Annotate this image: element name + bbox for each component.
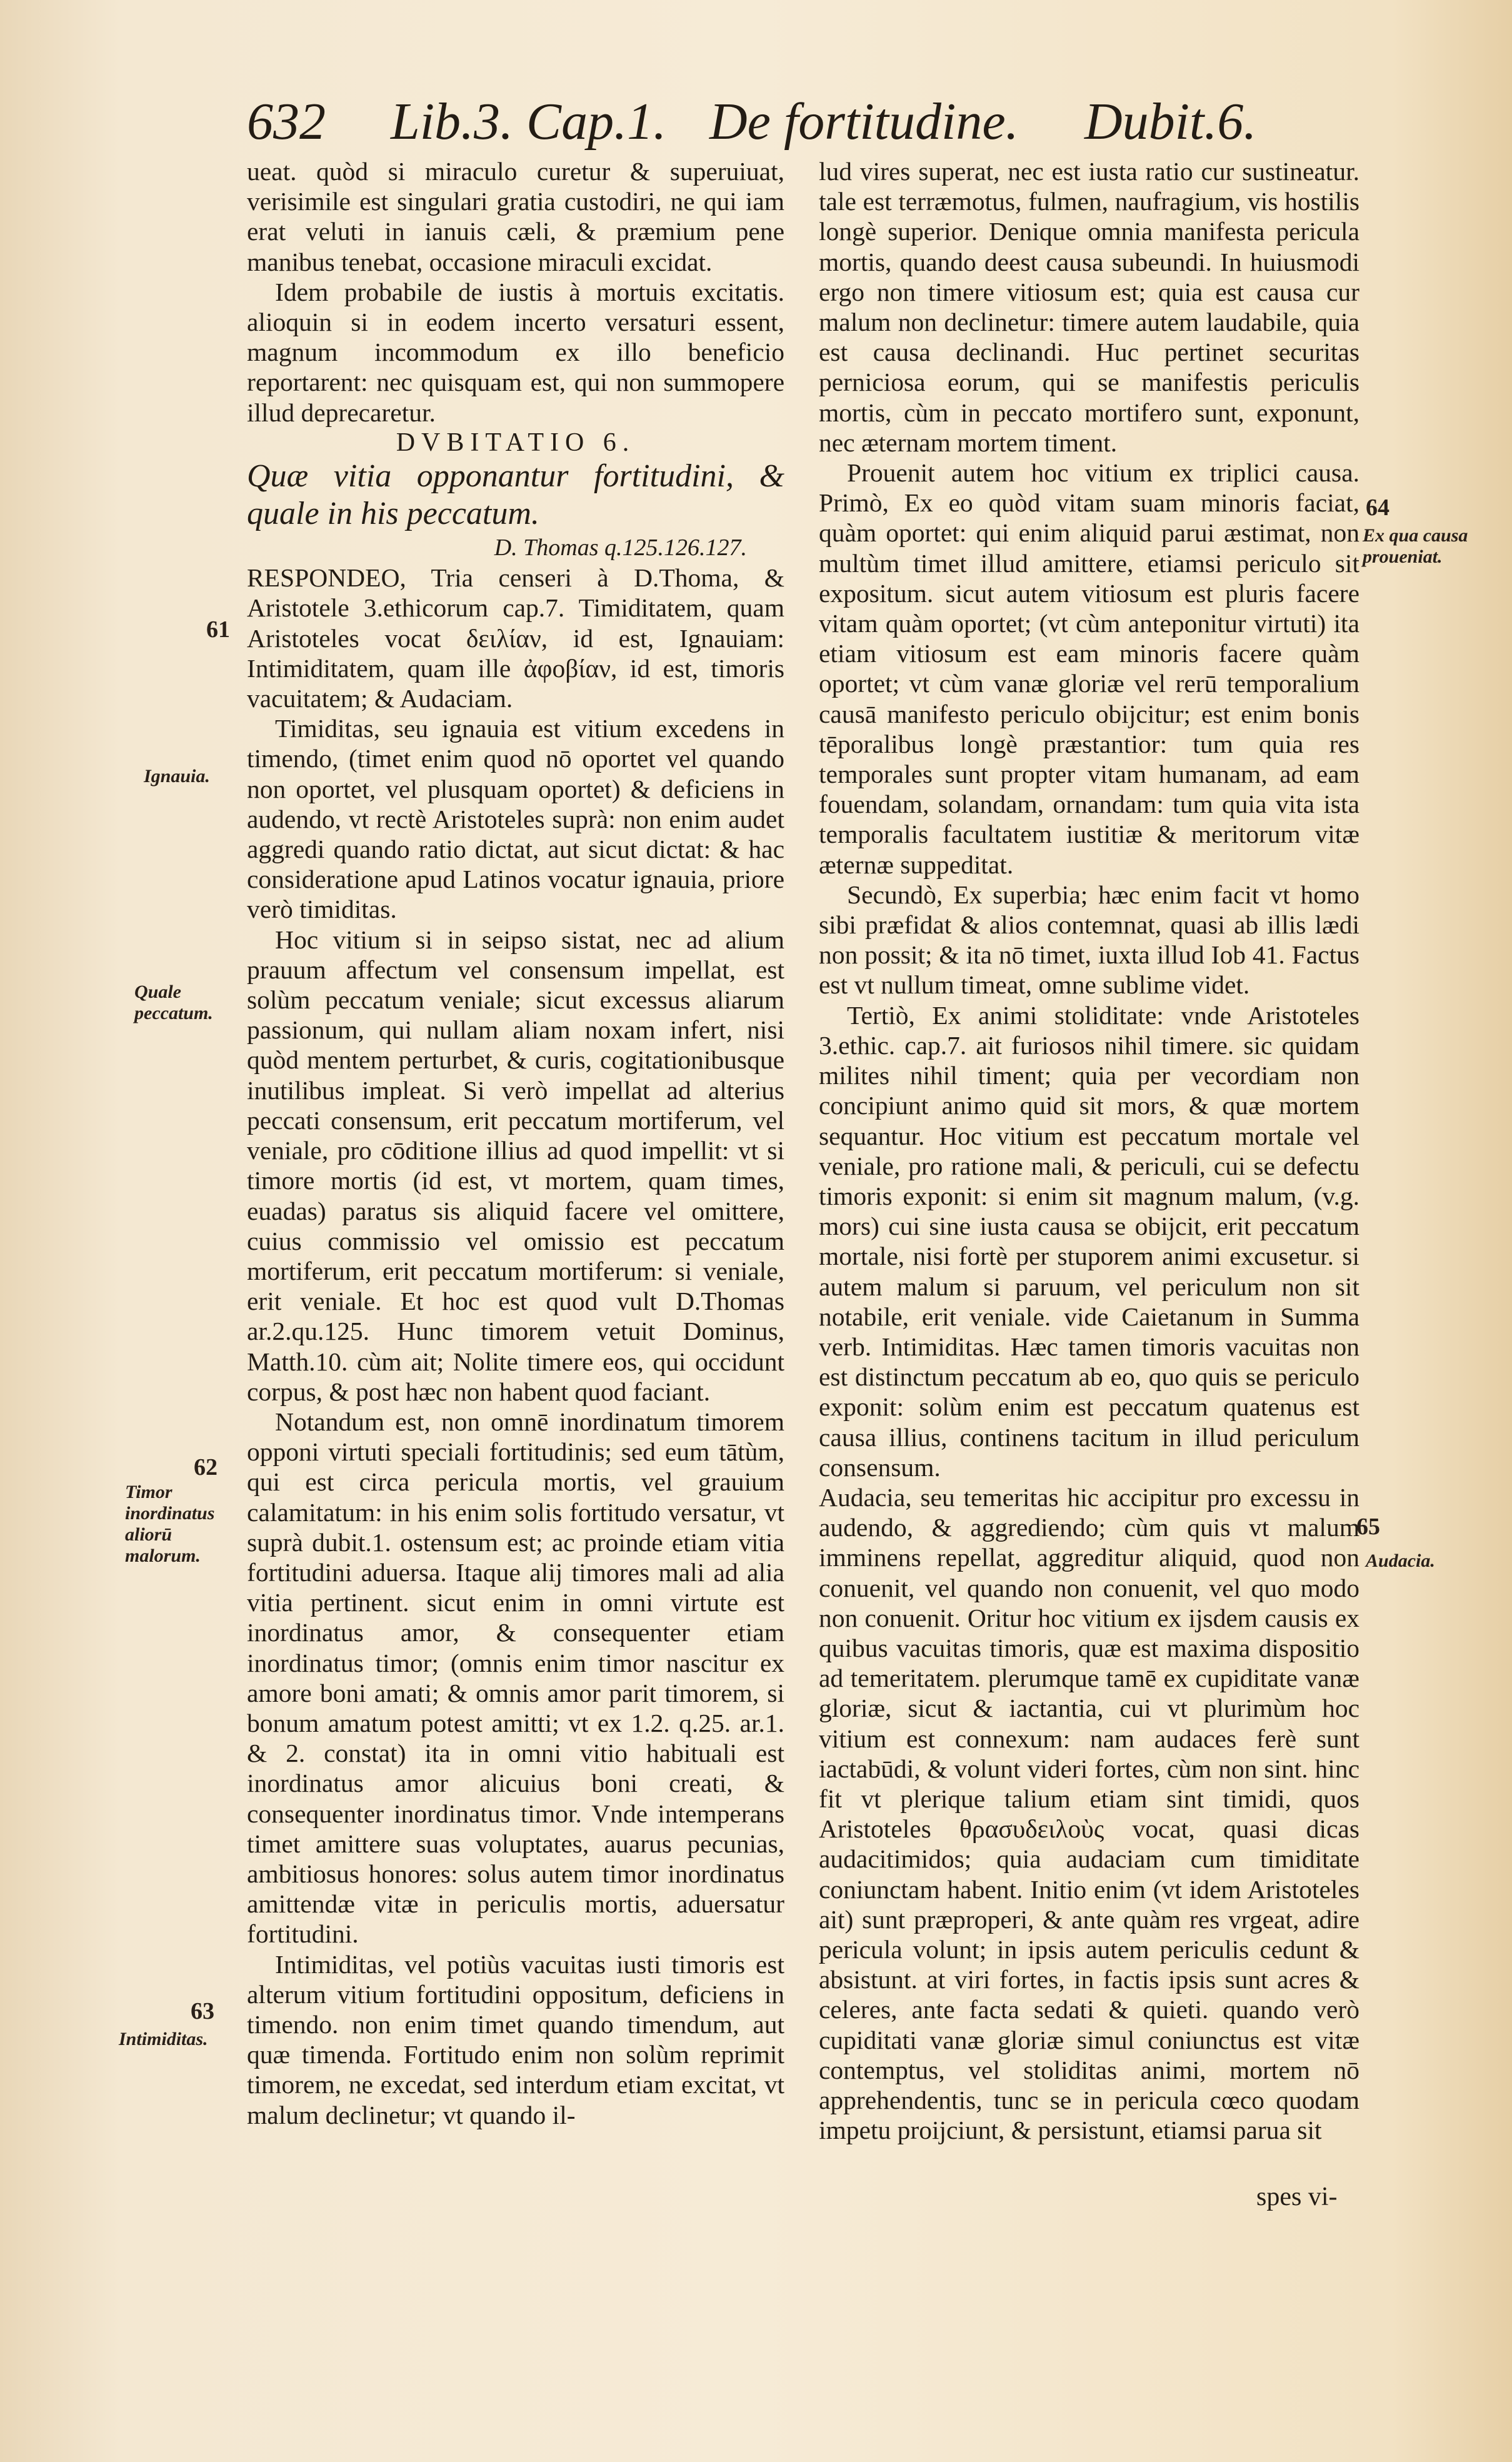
margin-note: Audacia. bbox=[1366, 1550, 1435, 1571]
running-header bbox=[247, 88, 1272, 156]
page-number: 632 bbox=[247, 93, 326, 151]
paragraph: Audacia, seu temeritas hic accipitur pro excessu in audendo, & aggrediendo; cùm quis vt malum imminens repellat, aggreditur aliquid, quod non conuenit, vel quando non conuenit, vel quo modo non conuenit. Oritur hoc vitium ex ijsdem causis ex quibus vacuitas timoris, quæ est maxima dispositio ad temeritatem. plerumque tamē ex cupiditate vanæ gloriæ, sicut & iactantia, cui vt plurimùm hoc vitium est connexum: nam audaces ferè sunt iactabūdi, & volunt videri fortes, cùm non sint. hinc fit vt plerique talium etiam sint timidi, quos Aristoteles θρασυδειλοὺς vocat, quasi dicas audacitimidos; quia audaciam cum timiditate coniunctam habent. Initio enim (vt idem Aristoteles ait) sunt præproperi, & ante quàm res vrgeat, adire pericula volunt; in ipsis autem periculis cedunt & absistunt. at viri fortes, in factis ipsis sunt acres & celeres, ante facta sedati & quieti. quando verò cupiditati vanæ gloriæ simul coniunctus est vitæ contemptus, vel stoliditas animi, mortem nō apprehendentis, tunc se in pericula cœco quodam impetu proijciunt, & persistunt, etiamsi parua sit bbox=[819, 1482, 1359, 2145]
section-title: Quæ vitia opponantur fortitudini, & quale in his peccatum. bbox=[247, 458, 784, 532]
paragraph: Intimiditas, vel potiùs vacuitas iusti timoris est alterum vitium fortitudini oppositum, deficiens in timendo. non enim timet quando timendum, aut quæ timenda. Fortitudo enim non solùm reprimit timorem, ne excedat, sed interdum etiam excitat, vt malum declinetur; vt quando il- bbox=[247, 1949, 784, 2129]
paragraph: ueat. quòd si miraculo curetur & superuiuat, verisimile est singulari gratia custodiri, ne qui iam erat veluti in ianuis cæli, & præmium pene manibus tenebat, occasione miraculi excidat. bbox=[247, 157, 784, 276]
paragraph: Timiditas, seu ignauia est vitium excedens in timendo, (timet enim quod nō oportet vel quando non oportet, vel plusquam oportet) & deficiens in audendo, vt rectè Aristoteles suprà: non enim audet aggredi quando ratio dictat, aut sicut dictat: & hac consideratione apud Latinos vocatur ignauia, priore verò timiditas. bbox=[247, 714, 784, 924]
paragraph: Idem probabile de iustis à mortuis excitatis. alioquin si in eodem incerto versaturi essent, magnum incommodum ex illo beneficio reportarent: nec quisquam est, qui non summopere illud deprecaretur. bbox=[247, 277, 784, 427]
paragraph: RESPONDEO, Tria censeri à D.Thoma, & Aristotele 3.ethicorum cap.7. Timiditatem, quam Aristoteles vocat δειλίαν, id est, Ignauiam: Intimiditatem, quam ille ἀφοβίαν, id est, timoris vacuitatem; & Audaciam. bbox=[247, 563, 784, 713]
margin-note: Ex qua causa proueniat. bbox=[1363, 525, 1468, 567]
header-dubit: Dubit.6. bbox=[1084, 93, 1257, 151]
source-reference: D. Thomas q.125.126.127. bbox=[494, 535, 747, 561]
paragraph: lud vires superat, nec est iusta ratio cur sustineatur. tale est terræmotus, fulmen, naufragium, vis hostilis longè superior. Denique omnia manifesta pericula mortis, quando deest causa subeundi. In huiusmodi ergo non timere vitiosum est; quia est causa cur malum non declinetur: timere autem laudabile, quia est causa declinandi. Huc pertinet securitas perniciosa eorum, qui se manifestis periculis mortis, cùm in peccato mortifero sunt, exponunt, nec æternam mortem timent. bbox=[819, 157, 1359, 457]
paragraph: Secundò, Ex superbia; hæc enim facit vt homo sibi præfidat & alios contemnat, quasi ab illis lædi non possit; & ita nō timet, iuxta illud Iob 41. Factus est vt nullum timeat, omne sublime videt. bbox=[819, 880, 1359, 1000]
left-column bbox=[247, 156, 784, 2130]
margin-number: 63 bbox=[191, 1998, 214, 2024]
margin-number: 62 bbox=[194, 1454, 218, 1480]
margin-note: Ignauia. bbox=[144, 766, 210, 786]
margin-note: Timor inordinatus aliorū malorum. bbox=[125, 1482, 215, 1566]
paragraph: Prouenit autem hoc vitium ex triplici causa. Primò, Ex eo quòd vitam suam minoris faciat, quàm oportet: qui enim aliquid parui æstimat, non multùm timet illud amittere, etiamsi periculo sit expositum. sicut autem vitiosum est pluris facere vitam quàm oportet; (vt cùm anteponitur virtuti) ita etiam vitiosum est eam minoris facere quàm oportet; vt cùm vanæ gloriæ vel rerū temporalium causā manifesto periculo obijcitur; est enim bonis tēporalibus longè præstantior: tum quia res temporales sunt propter vitam humanam, ad eam fouendam, solandam, ornandam: tum quia vita ista temporalis facultatem iustitiæ & meritorum vitæ æternæ suppeditat. bbox=[819, 458, 1359, 879]
margin-number: 61 bbox=[206, 616, 230, 643]
margin-number: 65 bbox=[1356, 1514, 1380, 1540]
section-heading: DVBITATIO 6. bbox=[396, 428, 636, 457]
margin-note: Intimiditas. bbox=[119, 2029, 208, 2049]
header-topic: De fortitudine. bbox=[709, 93, 1019, 151]
paragraph: Hoc vitium si in seipso sistat, nec ad alium prauum affectum vel consensum impellat, est solùm peccatum veniale; sicut excessus aliarum passionum, qui nullam aliam noxam infert, nisi quòd mentem perturbet, & curis, cogitationibusque inutilibus impleat. Si verò impellat ad alterius peccati consensum, erit peccatum mortiferum, vel veniale, pro cōditione illius ad quod impellit: vt si timore mortis (id est, vt mortem, quam times, euadas) paratus sis aliquid facere vel omittere, cuius commissio vel omissio est peccatum mortiferum, erit peccatum mortiferum: si veniale, erit veniale. Et hoc est quod vult D.Thomas ar.2.qu.125. Hunc timorem vetuit Dominus, Matth.10. cùm ait; Nolite timere eos, qui occidunt corpus, & post hæc non habent quod faciant. bbox=[247, 925, 784, 1406]
margin-note: Quale peccatum. bbox=[134, 982, 213, 1023]
paragraph: Notandum est, non omnē inordinatum timorem opponi virtuti speciali fortitudinis; sed eum tātùm, qui est circa pericula mortis, vel grauium calamitatum: in his enim solis fortitudo versatur, vt suprà dubit.1. ostensum est; ac proinde etiam vitia fortitudini aduersa. Itaque alij timores mali ad alia vitia pertinent. sicut enim in omni virtute est inordinatus amor, & consequenter etiam inordinatus timor; (omnis enim timor nascitur ex amore boni amati; & omnis amor parit timorem, si bonum amatum potest amitti; vt ex 1.2. q.25. ar.1. & 2. constat) ita in omni vitio habituali est inordinatus amor alicuius boni creati, & consequenter inordinatus timor. Vnde intemperans timet amittere suas voluptates, auarus pecunias, ambitiosus honores: solus autem timor inordinatus amittendæ vitæ in periculis mortis, aduersatur fortitudini. bbox=[247, 1407, 784, 1949]
margin-number: 64 bbox=[1366, 495, 1389, 521]
right-column bbox=[819, 156, 1359, 2145]
paragraph: Tertiò, Ex animi stoliditate: vnde Aristoteles 3.ethic. cap.7. ait furiosos nihil timere. sic quidam milites nihil timent; quia per vecordiam non concipiunt animo quid sit mors, & quæ mortem sequantur. Hoc vitium est peccatum mortale vel veniale, pro ratione mali, & periculi, cui se defectu timoris exponit: si enim sit magnum malum, (v.g. mors) cui sine iusta causa se obijcit, erit peccatum mortale, nisi fortè per stuporem animi excusetur. si autem malum si paruum, vel periculum non sit notabile, erit veniale. vide Caietanum in Summa verb. Intimiditas. Hæc tamen timoris vacuitas non est distinctum peccatum ab eo, quo quis se periculo exponit: solùm enim est peccatum quatenus est causa illius, continens tacitum in illud periculum consensum. bbox=[819, 1000, 1359, 1482]
book-chapter: Lib.3. Cap.1. bbox=[391, 93, 667, 151]
catchword: spes vi- bbox=[1256, 2183, 1338, 2211]
